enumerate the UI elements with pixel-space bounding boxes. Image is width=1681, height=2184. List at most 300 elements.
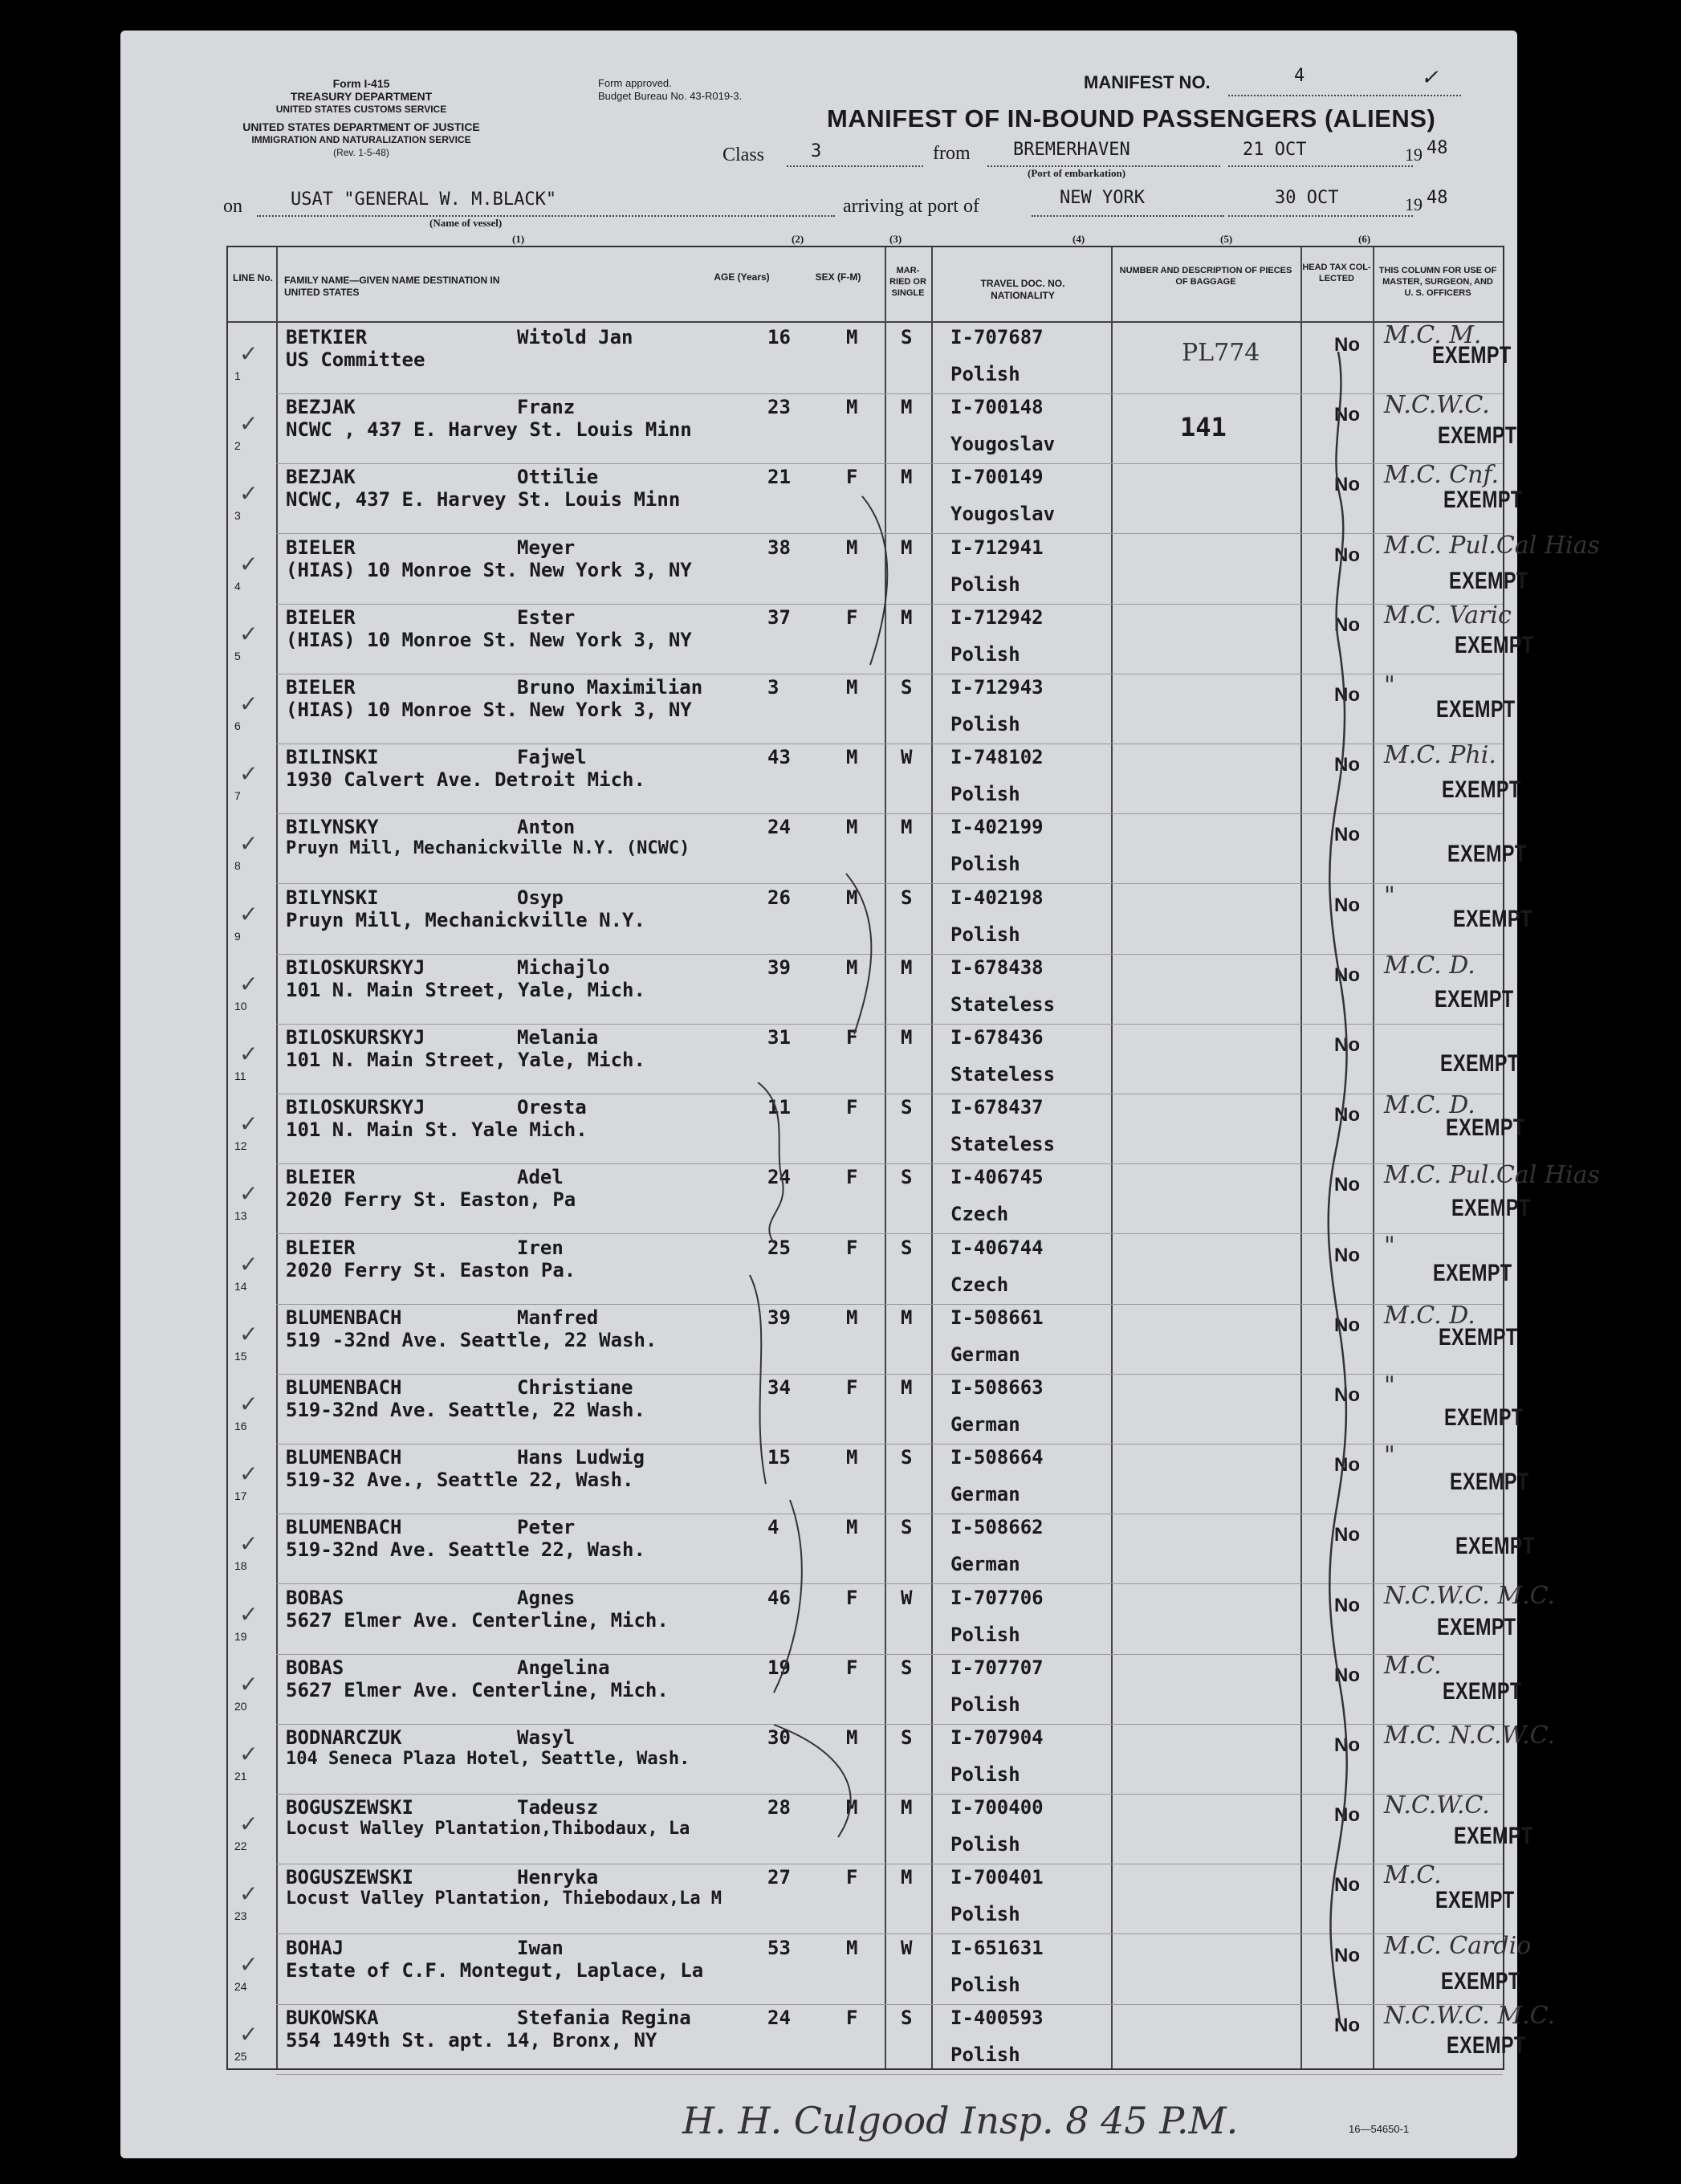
given-name: Iren [517,1236,564,1259]
given-name: Meyer [517,536,576,559]
given-name: Peter [517,1516,576,1539]
officer-note: M.C. D. [1384,1301,1475,1330]
sex: F [846,1026,858,1049]
family-brackets [742,1082,902,1885]
head-tax: No [1334,1104,1360,1127]
header-age: AGE (Years) [714,271,770,283]
nationality: Czech [950,1203,1009,1226]
age: 38 [767,536,791,559]
destination: 554 149th St. apt. 14, Bronx, NY [286,2028,657,2052]
officer-note: N.C.W.C. [1384,391,1490,420]
head-tax: No [1334,1734,1360,1756]
destination: 101 N. Main Street, Yale, Mich. [286,978,645,1001]
binder-hole [39,90,77,128]
justice-dept: UNITED STATES DEPARTMENT OF JUSTICE [242,120,480,133]
given-name: Iwan [517,1936,564,1959]
age: 43 [767,746,791,769]
destination: 519-32nd Ave. Seattle, 22 Wash. [286,1399,645,1421]
marital-status: M [901,466,913,489]
class-value: 3 [811,141,822,161]
line-number: 16 [234,1420,247,1432]
nationality: Polish [950,572,1020,596]
binder-hole [39,591,77,630]
officer-note: M.C. D. [1384,951,1475,980]
officer-note: M.C. Phi. [1384,741,1496,770]
check-mark-icon: ✓ [239,1741,258,1767]
family-name: BLUMENBACH [286,1306,402,1329]
officer-note: M.C. D. [1384,1091,1475,1120]
check-mark-icon: ✓ [239,550,258,577]
officer-note: " [1384,881,1395,910]
marital-status: W [901,1936,913,1959]
officer-note: M.C. Varic [1384,601,1512,630]
family-name: BILYNSKY [286,816,379,839]
marital-status: M [901,536,913,559]
exempt-stamp: EXEMPT [1443,1677,1522,1705]
head-tax: No [1334,2014,1360,2036]
given-name: Bruno Maximilian [517,676,703,699]
col-num-6: (6) [1358,233,1371,245]
nationality: Polish [950,1903,1020,1926]
age: 24 [767,2006,791,2029]
given-name: Osyp [517,886,564,909]
sex: F [846,1236,858,1259]
age: 37 [767,605,791,629]
travel-doc-no: I-700401 [950,1866,1044,1889]
marital-status: M [901,816,913,839]
check-mark-icon: ✓ [239,1320,258,1347]
nationality: Czech [950,1273,1009,1296]
travel-doc-no: I-700148 [950,396,1044,419]
sex: M [846,956,858,979]
officer-note: M.C. M. [1384,321,1482,349]
manifest-title: MANIFEST OF IN-BOUND PASSENGERS (ALIENS) [827,104,1436,132]
arrive-year-prefix: 19 [1405,194,1423,214]
sex: M [846,396,858,419]
given-name: Michajlo [517,956,610,979]
exempt-stamp: EXEMPT [1446,1114,1525,1142]
nationality: Stateless [950,1133,1056,1156]
nationality: Polish [950,1973,1020,1996]
binder-hole [39,936,77,975]
passenger-row [228,2001,1556,2075]
exempt-stamp: EXEMPT [1442,776,1521,804]
line-number: 18 [234,1559,247,1573]
line-number: 4 [234,579,241,593]
arrival-date: 30 OCT [1275,188,1339,208]
check-mark: ✓ [1421,66,1439,89]
family-name: BILYNSKI [286,886,379,909]
row-divider [276,2074,1503,2075]
officer-note: M.C. Cnf. [1384,461,1500,490]
travel-doc-no: I-712943 [950,676,1044,699]
col-num-3: (3) [889,233,902,245]
check-mark-icon: ✓ [239,1670,258,1697]
travel-doc-no: I-402199 [950,816,1044,839]
exempt-stamp: EXEMPT [1450,1469,1529,1496]
destination: Pruyn Mill, Mechanickville N.Y. (NCWC) [286,838,690,859]
header-sex: SEX (F-M) [815,271,861,283]
family-name: BEZJAK [286,396,356,419]
treasury-dept: TREASURY DEPARTMENT [290,90,433,103]
sex: F [846,1586,858,1609]
marital-status: M [901,956,913,979]
family-name: BODNARCZUK [286,1726,402,1749]
header-line-no: LINE No. [233,272,273,283]
exempt-stamp: EXEMPT [1433,1259,1512,1286]
destination: 519-32 Ave., Seattle 22, Wash. [286,1469,634,1492]
header-officers: THIS COLUMN FOR USE OF MASTER, SURGEON, AND U. S. OFFICERS [1378,266,1497,298]
check-mark-icon: ✓ [239,1811,258,1838]
check-mark-icon: ✓ [239,1600,258,1628]
check-mark-icon: ✓ [239,1250,258,1277]
age: 4 [767,1516,779,1539]
travel-doc-no: I-406745 [950,1166,1044,1189]
travel-doc-no: I-508661 [950,1306,1044,1329]
officer-note: M.C. [1384,1651,1442,1680]
travel-doc-no: I-678438 [950,956,1044,979]
budget-bureau: Budget Bureau No. 43-R019-3. [598,90,743,102]
class-label: Class [722,145,765,165]
line-number: 13 [234,1209,247,1223]
head-tax: No [1334,1384,1360,1406]
exempt-stamp: EXEMPT [1432,342,1512,369]
inspector-signature: H. H. Culgood Insp. 8 45 P.M. [682,2099,1239,2142]
destination: Locust Walley Plantation,Thibodaux, La [286,1819,690,1840]
family-name: BIELER [286,605,356,629]
family-name: BLUMENBACH [286,1516,402,1539]
nationality: Polish [950,853,1020,876]
travel-doc-no: I-707904 [950,1726,1044,1749]
arrival-port: NEW YORK [1060,188,1145,208]
marital-status: M [901,1306,913,1329]
travel-doc-no: I-508662 [950,1516,1044,1539]
ins-service: IMMIGRATION AND NATURALIZATION SERVICE [251,134,471,145]
family-name: BOBAS [286,1656,344,1679]
head-tax: No [1334,474,1360,496]
depart-year-prefix: 19 [1405,145,1423,165]
destination: US Committee [286,348,425,371]
exempt-stamp: EXEMPT [1443,487,1523,514]
destination: 5627 Elmer Ave. Centerline, Mich. [286,1678,669,1701]
family-name: BUKOWSKA [286,2006,379,2029]
marital-status: S [901,676,913,699]
line-number: 7 [234,789,241,803]
officer-note: M.C. [1384,1861,1442,1890]
passenger-row [228,1931,1532,2005]
head-tax: No [1334,1594,1360,1616]
check-mark-icon: ✓ [239,1041,258,1067]
head-tax: No [1334,404,1360,426]
destination: 519-32nd Ave. Seattle 22, Wash. [286,1538,645,1562]
col-num-1: (1) [512,233,525,245]
officer-note: N.C.W.C. M.C. [1384,2001,1556,2030]
line-number: 10 [234,999,247,1013]
officer-note: M.C. Cardio [1384,1931,1532,1960]
nationality: Stateless [950,1063,1056,1086]
form-approved: Form approved. [598,77,672,89]
exempt-stamp: EXEMPT [1447,841,1527,868]
officer-note: " [1384,1231,1395,1260]
line-number: 23 [234,1909,247,1923]
age: 34 [767,1376,791,1399]
given-name: Henryka [517,1866,599,1889]
line-number: 19 [234,1629,247,1643]
destination: (HIAS) 10 Monroe St. New York 3, NY [286,558,692,581]
marital-status: S [901,1446,913,1469]
given-name: Angelina [517,1656,610,1679]
travel-doc-no: I-748102 [950,746,1044,769]
passenger-table [226,246,1600,2070]
marital-status: S [901,2006,913,2029]
line-number: 3 [234,509,241,523]
header-travel-doc: TRAVEL DOC. NO. NATIONALITY [980,278,1065,301]
head-tax: No [1334,1314,1360,1336]
given-name: Christiane [517,1376,633,1399]
officer-note: N.C.W.C. M.C. [1384,1581,1556,1610]
exempt-stamp: EXEMPT [1455,1533,1535,1560]
line-number: 20 [234,1699,247,1713]
check-mark-icon: ✓ [239,970,258,997]
given-name: Oresta [517,1096,587,1119]
nationality: German [950,1343,1020,1366]
binder-hole [39,1619,77,1657]
manifest-no-label: MANIFEST NO. [1084,72,1211,92]
header-married: MAR- RIED OR SINGLE [889,266,926,298]
destination: Locust Valley Plantation, Thiebodaux,La M [286,1889,722,1909]
sex: F [846,466,858,489]
marital-status: W [901,746,913,769]
travel-doc-no: I-707706 [950,1586,1044,1609]
check-mark-icon: ✓ [239,1461,258,1488]
sex: M [846,746,858,769]
officer-note: M.C. Pul.Cal Hias [1384,531,1600,560]
marital-status: S [901,1726,913,1749]
head-tax: No [1334,544,1360,566]
given-name: Manfred [517,1306,599,1329]
marital-status: M [901,605,913,629]
sex: F [846,1096,858,1119]
head-tax: No [1334,1174,1360,1196]
given-name: Wasyl [517,1726,576,1749]
family-name: BIELER [286,676,356,699]
given-name: Hans Ludwig [517,1446,645,1469]
binder-hole [39,1281,77,1320]
family-name: BOBAS [286,1586,344,1609]
destination: NCWC , 437 E. Harvey St. Louis Minn [286,418,692,442]
line-number: 9 [234,929,241,943]
line-number: 12 [234,1139,247,1153]
destination: 104 Seneca Plaza Hotel, Seattle, Wash. [286,1749,690,1769]
form-revision: (Rev. 1-5-48) [333,147,389,158]
binder-hole [39,1988,77,2027]
head-tax: No [1334,1524,1360,1546]
arrival-year: 48 [1427,188,1448,208]
destination: Pruyn Mill, Mechanickville N.Y. [286,908,645,931]
check-mark-icon: ✓ [239,760,258,788]
sex: M [846,1796,858,1819]
baggage-annotation: PL774 [1182,339,1260,367]
nationality: Polish [950,2043,1020,2066]
exempt-stamp: EXEMPT [1453,905,1532,932]
port-of-embarkation: BREMERHAVEN [1013,140,1130,160]
officer-note: " [1384,671,1395,699]
exempt-stamp: EXEMPT [1449,567,1528,594]
travel-doc-no: I-678437 [950,1096,1044,1119]
age: 16 [767,326,791,348]
travel-doc-no: I-406744 [950,1236,1044,1259]
given-name: Franz [517,396,576,419]
exempt-stamp: EXEMPT [1441,1967,1520,1995]
family-name: BOHAJ [286,1936,344,1959]
bracket-2 [838,376,934,1066]
age: 3 [767,676,779,699]
head-tax: No [1334,684,1360,706]
travel-doc-no: I-508664 [950,1446,1044,1469]
marital-status: S [901,1096,913,1119]
family-name: BILINSKI [286,746,379,769]
exempt-stamp: EXEMPT [1451,1195,1531,1222]
given-name: Adel [517,1166,564,1189]
sex: M [846,1516,858,1539]
travel-doc-no: I-712942 [950,605,1044,629]
sex: M [846,1936,858,1959]
sex: F [846,1866,858,1889]
marital-status: W [901,1586,913,1609]
arriving-label: arriving at port of [843,196,979,217]
head-tax: No [1334,1804,1360,1827]
age: 26 [767,886,791,909]
officer-note: N.C.W.C. [1384,1791,1490,1820]
age: 15 [767,1446,791,1469]
departure-date: 21 OCT [1243,140,1307,160]
check-mark-icon: ✓ [239,1880,258,1908]
age: 30 [767,1726,791,1749]
travel-doc-no: I-707687 [950,326,1044,348]
line-number: 1 [234,369,241,382]
head-tax: No [1334,894,1360,916]
port-embark-caption: (Port of embarkation) [1028,167,1126,179]
marital-status: S [901,1516,913,1539]
baggage-count: 141 [1180,412,1227,443]
age: 24 [767,1166,791,1189]
nationality: German [950,1553,1020,1576]
check-mark-icon: ✓ [239,830,258,858]
age: 53 [767,1936,791,1959]
given-name: Tadeusz [517,1796,599,1819]
destination: 1930 Calvert Ave. Detroit Mich. [286,768,645,792]
line-number: 5 [234,649,241,662]
age: 31 [767,1026,791,1049]
exempt-stamp: EXEMPT [1435,985,1514,1013]
check-mark-icon: ✓ [239,410,258,438]
exempt-stamp: EXEMPT [1438,422,1517,450]
age: 39 [767,956,791,979]
marital-status: S [901,1656,913,1679]
travel-doc-no: I-700149 [950,466,1044,489]
destination: 2020 Ferry St. Easton Pa. [286,1258,576,1281]
sex: F [846,605,858,629]
given-name: Ester [517,605,576,629]
nationality: German [950,1413,1020,1436]
family-name: BLUMENBACH [286,1446,402,1469]
destination: NCWC, 437 E. Harvey St. Louis Minn [286,488,681,511]
line-number: 11 [234,1070,246,1082]
check-mark-icon: ✓ [239,900,258,927]
given-name: Anton [517,816,576,839]
given-name: Ottilie [517,466,599,489]
travel-doc-no: I-712941 [950,536,1044,559]
line-number: 25 [234,2049,247,2063]
sex: F [846,2006,858,2029]
given-name: Melania [517,1026,599,1049]
line-number: 15 [234,1349,247,1363]
exempt-stamp: EXEMPT [1440,1050,1520,1077]
marital-status: S [901,886,913,909]
travel-doc-no: I-678436 [950,1026,1044,1049]
nationality: Polish [950,1623,1020,1646]
line-number: 21 [234,1770,247,1783]
marital-status: S [901,1166,913,1189]
head-tax: No [1334,1944,1360,1966]
sex: M [846,816,858,839]
marital-status: M [901,1376,913,1399]
check-mark-icon: ✓ [239,691,258,717]
line-number: 2 [234,439,241,453]
header-name-destination: FAMILY NAME—GIVEN NAME DESTINATION IN UNITED STATES [284,275,500,298]
nationality: Polish [950,363,1020,385]
on-label: on [223,196,242,217]
head-tax: No [1334,613,1360,636]
exempt-stamp: EXEMPT [1435,1887,1515,1914]
nationality: Polish [950,1763,1020,1786]
head-tax: No [1334,824,1360,846]
col-num-2: (2) [792,233,804,245]
head-tax: No [1334,1034,1360,1056]
nationality: Polish [950,713,1020,735]
manifest-no-value: 4 [1294,66,1305,86]
exempt-stamp: EXEMPT [1455,631,1534,658]
marital-status: M [901,1796,913,1819]
exempt-stamp: EXEMPT [1454,1823,1533,1850]
manifest-sheet [120,31,1600,2158]
departure-year: 48 [1427,138,1448,158]
nationality: Polish [950,642,1020,666]
family-name: BILOSKURSKYJ [286,956,425,979]
sex: M [846,886,858,909]
travel-doc-no: I-700400 [950,1796,1044,1819]
marital-status: S [901,1236,913,1259]
destination: 519 -32nd Ave. Seattle, 22 Wash. [286,1328,657,1351]
age: 11 [767,1096,791,1119]
nationality: Polish [950,1833,1020,1856]
family-name: BIELER [286,536,356,559]
nationality: Stateless [950,992,1056,1016]
col-num-4: (4) [1073,233,1085,245]
family-name: BETKIER [286,326,368,348]
destination: (HIAS) 10 Monroe St. New York 3, NY [286,628,692,651]
vessel-name: USAT "GENERAL W. M.BLACK" [291,189,557,210]
line-number: 17 [234,1489,247,1503]
destination: 2020 Ferry St. Easton, Pa [286,1188,576,1212]
nationality: Yougoslav [950,503,1056,526]
officer-note: M.C. Pul.Cal Hias [1384,1161,1600,1190]
family-name: BEZJAK [286,466,356,489]
family-name: BLEIER [286,1236,356,1259]
exempt-stamp: EXEMPT [1444,1404,1524,1431]
check-mark-icon: ✓ [239,1391,258,1417]
nationality: Polish [950,783,1020,806]
